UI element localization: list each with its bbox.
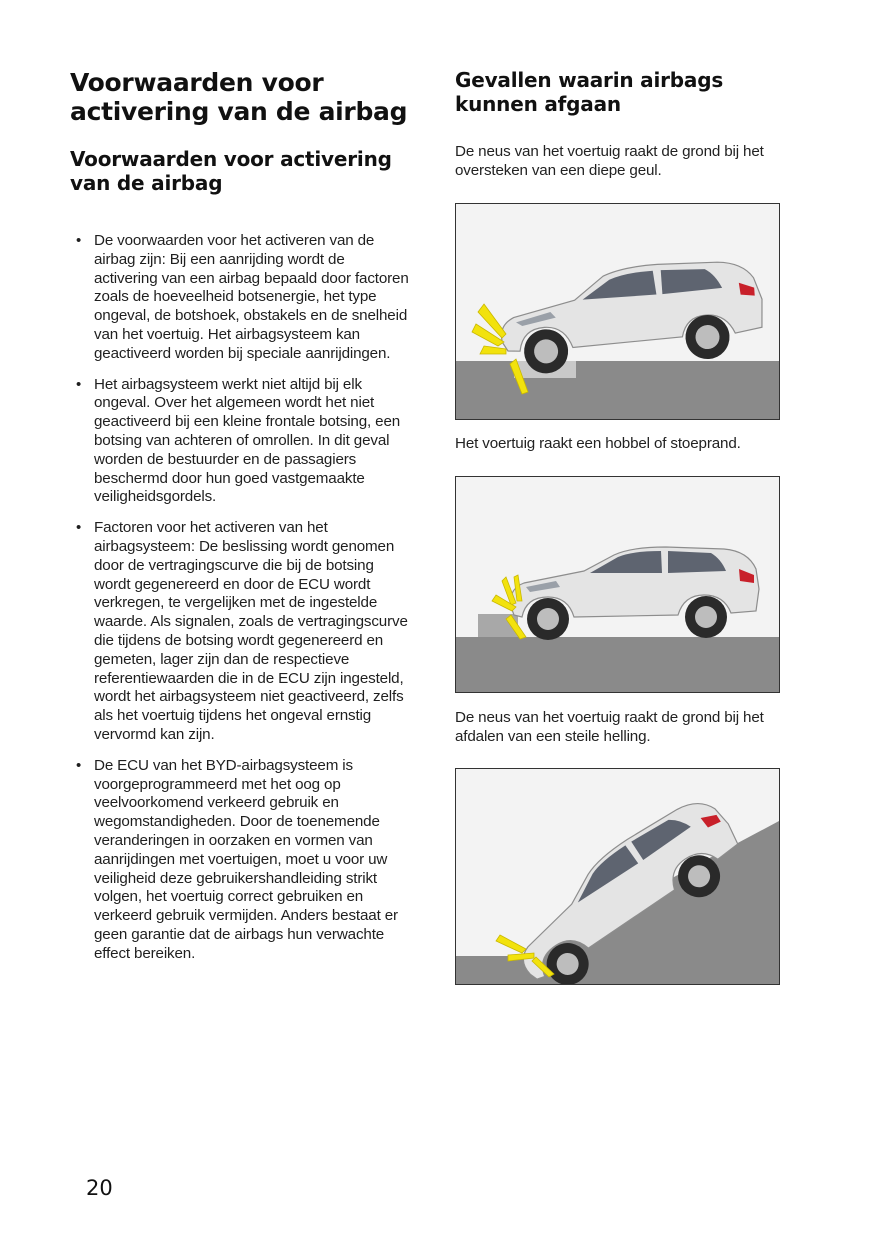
list-item xyxy=(70,757,410,964)
list-item xyxy=(70,376,410,508)
page-number: 20 xyxy=(86,1176,113,1200)
illustration-slope xyxy=(455,768,780,985)
list-item-text: Factoren voor het activeren van het airbagsysteem: De beslissing wordt genomen door de vertragingscurve die bij de botsing wordt gegenereerd en door de ECU wordt verkregen, te vergelijken met de ingestelde waarde. Als signalen, zoals de vertragingscurve die tijdens de botsing wordt gegenereerd en gemeten, lager zijn dan de respectieve referentiewaarden die in de ECU zijn ingesteld, wordt het airbagsysteem niet geactiveerd, zelfs als het voertuig tijdens het ongeval ernstig vervormd kan zijn. xyxy=(94,519,408,743)
illustration-ditch xyxy=(455,203,780,420)
cases-title: Gevallen waarin airbags kunnen afgaan xyxy=(455,68,724,116)
car-slope-image xyxy=(456,769,779,984)
list-item-text: Het airbagsysteem werkt niet altijd bij elk ongeval. Over het algemeen wordt het niet geactiveerd bij een kleine frontale botsing, een botsing van achteren of omrollen. In dit geval worden de bestuurder en de passagiers beschermd door hun goed vastgemaakte veiligheidsgordels. xyxy=(94,375,401,506)
section-title: Voorwaarden voor activering van de airbag xyxy=(70,147,392,195)
bullet-icon: • xyxy=(76,232,82,249)
car-curb-image xyxy=(456,477,779,692)
bullet-icon: • xyxy=(76,375,82,393)
caption-curb: Het voertuig raakt een hobbel of stoeprand. xyxy=(455,435,741,452)
bullet-list xyxy=(70,232,410,963)
list-item-text: De voorwaarden voor het activeren van de airbag zijn: Bij een aanrijding wordt de activering van een airbag bepaald door factoren zoals de hoeveelheid botsenergie, het type ongeval, de botshoek, obstakels en de snelheid van het voertuig. Het airbagsysteem kan geactiveerd worden bij speciale aanrijdingen. xyxy=(94,232,409,362)
bullet-icon: • xyxy=(76,756,82,774)
caption-ditch: De neus van het voertuig raakt de grond bij het oversteken van een diepe geul. xyxy=(455,143,764,179)
caption-slope: De neus van het voertuig raakt de grond bij het afdalen van een steile helling. xyxy=(455,709,764,745)
list-item xyxy=(70,519,410,745)
illustration-curb xyxy=(455,476,780,693)
list-item xyxy=(70,232,410,364)
left-column xyxy=(70,68,410,975)
list-item-text: De ECU van het BYD-airbagsysteem is voorgeprogrammeerd met het oog op veelvoorkomend verkeerd gebruik en wegomstandigheden. Door de toenemende veranderingen in oorzaken en vormen van aanrijdingen met voertuigen, moet u voor uw veiligheid deze gebruikershandleiding strikt volgen, het voertuig correct gebruiken en verkeerd gebruik vermijden. Anders bestaat er geen garantie dat de airbags hun verwachte effect bereiken. xyxy=(94,756,398,962)
page-title: Voorwaarden voor activering van de airbag xyxy=(70,68,408,126)
right-column xyxy=(455,68,785,181)
car-ditch-image xyxy=(456,204,779,419)
bullet-icon: • xyxy=(76,519,82,537)
